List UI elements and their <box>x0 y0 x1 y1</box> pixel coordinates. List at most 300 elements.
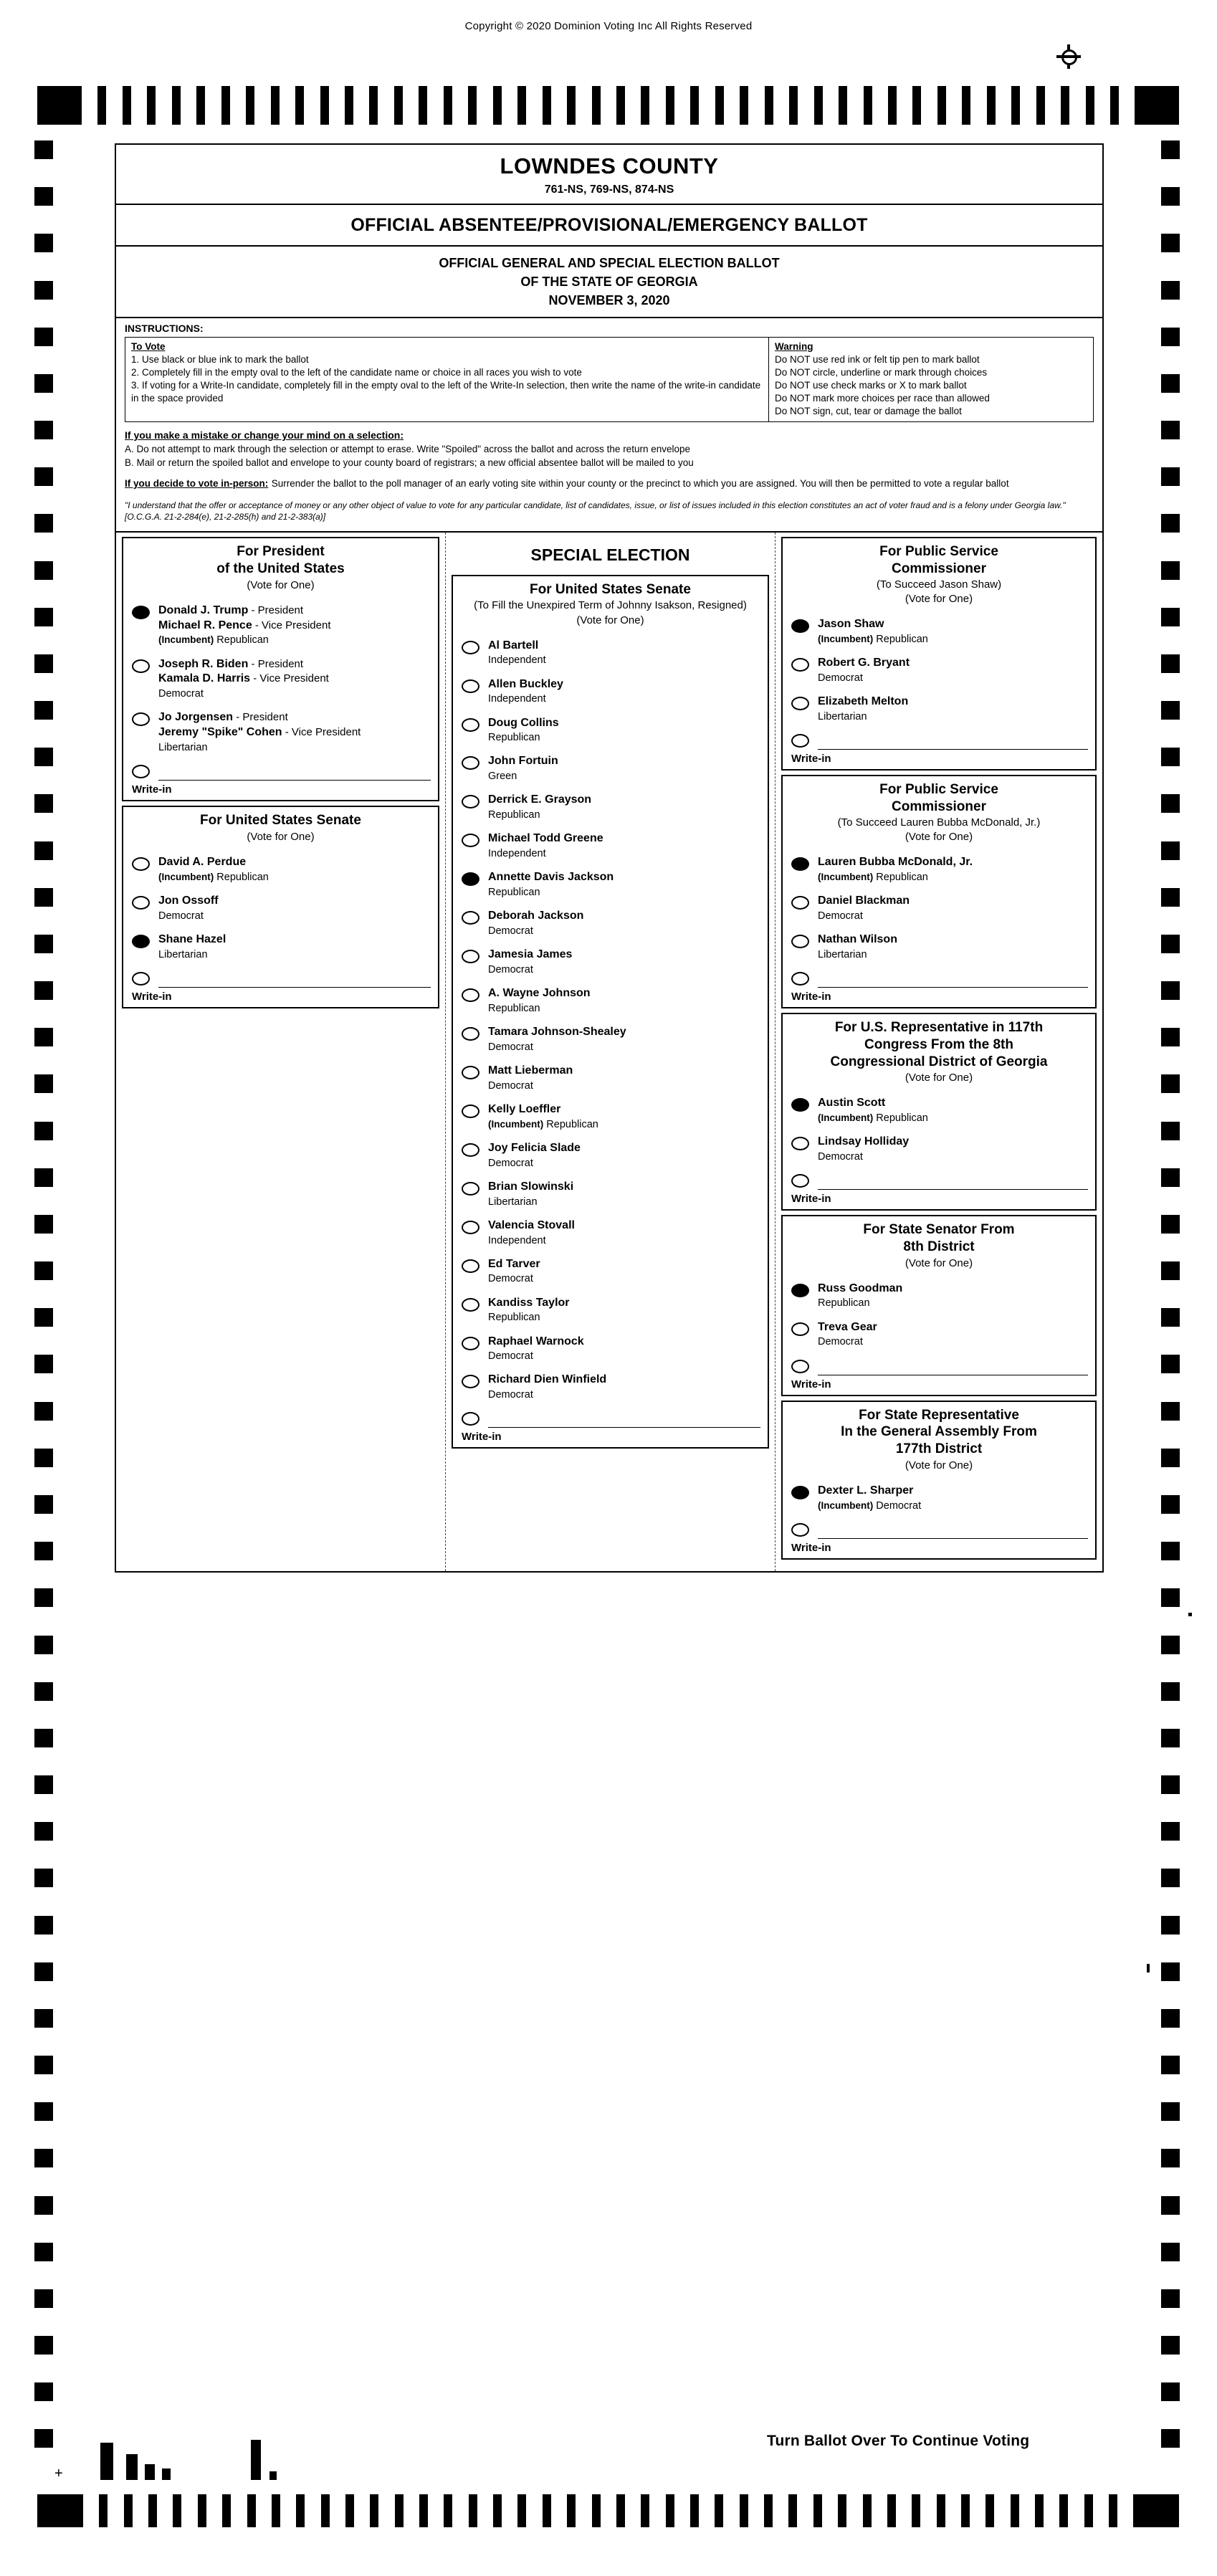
candidate-choice[interactable] <box>453 1330 768 1369</box>
candidate-text <box>488 909 583 938</box>
ballot-column-middle <box>446 533 775 1570</box>
candidate-text <box>488 1102 598 1132</box>
candidate-party: Green <box>488 771 517 783</box>
write-in-label-wrap <box>783 988 1095 1006</box>
election-title <box>116 247 1102 318</box>
candidate-party: Democrat <box>488 925 533 937</box>
mistake-block <box>125 429 1094 470</box>
candidate-party: Democrat <box>488 963 533 975</box>
vote-oval[interactable] <box>462 834 479 847</box>
vote-oval[interactable] <box>791 1322 809 1336</box>
in-person-text: Surrender the ballot to the poll manager of an early voting site within your county or the precinct to which you are assigned. You will then be permitted to vote a regular ballot <box>271 478 1009 490</box>
write-in-input[interactable] <box>158 763 431 781</box>
candidate-name: Annette Davis Jackson <box>488 871 614 884</box>
vote-oval[interactable] <box>462 988 479 1002</box>
vote-oval[interactable] <box>791 935 809 948</box>
candidate-text <box>488 1064 573 1093</box>
warning-item: Do NOT mark more choices per race than allowed <box>774 392 990 404</box>
candidate-choice[interactable] <box>453 1098 768 1137</box>
candidate-text <box>158 604 331 648</box>
vote-oval[interactable] <box>132 896 150 910</box>
candidate-party: Democrat <box>158 688 204 700</box>
ballot-column-right <box>775 533 1102 1570</box>
write-in-input[interactable] <box>818 1358 1088 1375</box>
write-in-label-wrap <box>123 988 438 1006</box>
candidate-text <box>488 754 558 783</box>
alignment-plus-mark: + <box>54 2466 63 2481</box>
vote-oval[interactable] <box>791 1360 809 1373</box>
candidate-name: Jason Shaw <box>818 618 884 631</box>
vote-oval[interactable] <box>462 1375 479 1388</box>
running-mate-office: - Vice President <box>250 672 329 685</box>
candidate-party: Independent <box>488 848 546 860</box>
candidate-name: Jo Jorgensen <box>158 711 234 724</box>
write-in-choice[interactable] <box>123 760 438 781</box>
contest-subtitle: (To Succeed Jason Shaw) <box>876 578 1002 591</box>
candidate-name: Robert G. Bryant <box>818 657 910 669</box>
write-in-label-wrap <box>453 1428 768 1446</box>
candidate-party: Democrat <box>488 1041 533 1053</box>
candidate-choice[interactable] <box>453 712 768 750</box>
contest-header <box>453 576 768 631</box>
vote-oval[interactable] <box>462 1143 479 1157</box>
candidate-text <box>158 932 226 962</box>
candidate-text <box>488 1218 575 1248</box>
candidate-party: (Incumbent) Republican <box>818 872 928 883</box>
contest-title: For Public Service Commissioner <box>879 544 998 577</box>
candidate-name: Raphael Warnock <box>488 1335 584 1347</box>
fraud-affirmation: "I understand that the offer or acceptance of money or any other object of value to vote for any particular candidate, list of candidates, issue, or list of issues included in this election constitutes an act of voter fraud and is a felony under Georgia law." [O.C.G.A. 21-2-284(e), 21-2-285(h) and 21-2-383(a)] <box>125 500 1066 523</box>
write-in-label-wrap <box>123 781 438 798</box>
candidate-party: (Incumbent) Republican <box>488 1118 598 1130</box>
vote-oval[interactable] <box>462 1027 479 1041</box>
candidate-name: Joy Felicia Slade <box>488 1141 581 1154</box>
vote-oval[interactable] <box>462 1182 479 1196</box>
candidate-choice[interactable] <box>783 889 1095 928</box>
vote-oval[interactable] <box>791 734 809 748</box>
candidate-name: Donald J. Trump <box>158 604 249 616</box>
vote-oval[interactable] <box>791 658 809 672</box>
candidate-choice[interactable] <box>453 905 768 943</box>
candidate-text <box>488 639 546 668</box>
candidate-party: Democrat <box>158 910 204 922</box>
candidate-choice[interactable] <box>783 851 1095 889</box>
candidate-choice[interactable] <box>453 788 768 827</box>
warning-item: Do NOT sign, cut, tear or damage the ballot <box>774 405 962 416</box>
running-mate-name: Kamala D. Harris <box>158 672 251 685</box>
write-in-input[interactable] <box>818 1172 1088 1190</box>
contest-header <box>123 538 438 596</box>
write-in-choice[interactable] <box>123 967 438 988</box>
candidate-party: Democrat <box>488 1389 533 1401</box>
candidate-text <box>818 656 910 685</box>
candidate-text <box>488 1180 573 1209</box>
candidate-text <box>488 1373 606 1402</box>
write-in-label: Write-in <box>132 990 172 1003</box>
candidate-text <box>488 948 572 977</box>
vote-oval[interactable] <box>462 911 479 925</box>
candidate-text <box>488 1141 581 1170</box>
candidate-choice[interactable] <box>453 1253 768 1292</box>
contest-header <box>783 1402 1095 1477</box>
candidate-text <box>158 710 361 755</box>
write-in-input[interactable] <box>488 1410 760 1428</box>
candidate-choice[interactable] <box>783 1316 1095 1355</box>
ballot-column-left <box>116 533 446 1570</box>
vote-oval[interactable] <box>791 1523 809 1537</box>
candidate-name: Allen Buckley <box>488 677 563 690</box>
write-in-choice[interactable] <box>783 729 1095 750</box>
contest-title: For United States Senate <box>200 813 361 829</box>
candidate-text <box>158 855 269 884</box>
candidate-text <box>158 657 329 702</box>
candidate-choice[interactable] <box>453 1292 768 1330</box>
choice-list <box>783 848 1095 1007</box>
county-header <box>116 145 1102 205</box>
running-mate-office: - Vice President <box>282 726 361 739</box>
candidate-text <box>818 695 908 724</box>
vote-oval[interactable] <box>462 679 479 693</box>
ballot-frame <box>115 143 1104 1573</box>
write-in-input[interactable] <box>158 970 431 988</box>
candidate-party: (Incumbent) Republican <box>818 1112 928 1125</box>
stray-mark <box>1188 1613 1192 1616</box>
vote-oval[interactable] <box>791 1174 809 1188</box>
candidate-party: Libertarian <box>818 711 867 723</box>
write-in-choice[interactable] <box>783 1169 1095 1190</box>
candidate-choice[interactable] <box>453 982 768 1021</box>
contest <box>122 806 439 1008</box>
vote-oval[interactable] <box>462 1105 479 1118</box>
candidate-name: Russ Goodman <box>818 1282 903 1294</box>
candidate-name: Al Bartell <box>488 639 539 652</box>
candidate-text <box>488 793 591 822</box>
candidate-choice[interactable] <box>453 1175 768 1214</box>
candidate-party: Democrat <box>488 1350 533 1363</box>
to-vote-item: 3. If voting for a Write-In candidate, completely fill in the empty oval to the left of the Write-In selection, then write the name of the write-in candidate in the space provided <box>131 379 761 404</box>
vote-oval[interactable] <box>791 619 809 633</box>
vote-oval[interactable] <box>132 659 150 673</box>
candidate-party: Democrat <box>818 1336 863 1348</box>
candidate-name: A. Wayne Johnson <box>488 987 591 1000</box>
vote-oval[interactable] <box>132 606 150 619</box>
vote-oval[interactable] <box>462 1412 479 1426</box>
candidate-name: Valencia Stovall <box>488 1218 575 1231</box>
vote-oval[interactable] <box>791 1284 809 1297</box>
contest-subtitle: (To Succeed Lauren Bubba McDonald, Jr.) <box>837 816 1041 829</box>
running-mate-name: Jeremy "Spike" Cohen <box>158 726 282 739</box>
candidate-party: Republican <box>488 1002 540 1014</box>
candidate-choice[interactable] <box>123 599 438 653</box>
contest-subtitle: (To Fill the Unexpired Term of Johnny Isakson, Resigned) <box>474 599 747 612</box>
write-in-label: Write-in <box>791 1193 831 1206</box>
candidate-choice[interactable] <box>453 1059 768 1098</box>
candidate-party: Libertarian <box>488 1196 538 1208</box>
candidate-text <box>818 1484 921 1513</box>
vote-for-instruction: (Vote for One) <box>247 830 315 843</box>
write-in-label-wrap <box>783 1190 1095 1208</box>
vote-oval[interactable] <box>132 765 150 778</box>
candidate-choice[interactable] <box>783 652 1095 690</box>
candidate-text <box>488 677 563 707</box>
timing-marks-right <box>1161 140 1180 2448</box>
candidate-name: Joseph R. Biden <box>158 657 249 670</box>
candidate-text <box>818 894 910 923</box>
contest-header <box>783 776 1095 848</box>
stray-mark <box>1147 1964 1150 1972</box>
contest <box>781 537 1097 771</box>
vote-for-instruction: (Vote for One) <box>905 1072 973 1084</box>
candidate-choice[interactable] <box>783 1130 1095 1169</box>
contest-title: For Public Service Commissioner <box>879 782 998 814</box>
vote-oval[interactable] <box>791 896 809 910</box>
candidate-name: David A. Perdue <box>158 855 247 868</box>
write-in-input[interactable] <box>818 732 1088 750</box>
candidate-office: - President <box>248 604 304 616</box>
mistake-item-b: B. Mail or return the spoiled ballot and envelope to your county board of registrars; a new official absentee ballot will be mailed to you <box>125 457 694 469</box>
candidate-party: Independent <box>488 1234 546 1246</box>
candidate-party: Libertarian <box>818 948 867 960</box>
write-in-label-wrap <box>783 1539 1095 1557</box>
write-in-label-wrap <box>783 1375 1095 1393</box>
vote-oval[interactable] <box>462 1221 479 1234</box>
candidate-party: Republican <box>488 732 540 744</box>
mistake-heading: If you make a mistake or change your mind on a selection: <box>125 429 404 442</box>
candidate-choice[interactable] <box>453 943 768 982</box>
write-in-label: Write-in <box>462 1431 502 1444</box>
timing-marks-top <box>37 86 1180 125</box>
candidate-name: Matt Lieberman <box>488 1064 573 1077</box>
vote-oval[interactable] <box>462 795 479 808</box>
candidate-party: Independent <box>488 654 546 667</box>
warning-item: Do NOT use red ink or felt tip pen to mark ballot <box>774 354 980 366</box>
candidate-party: (Incumbent) Republican <box>818 634 928 646</box>
candidate-text <box>488 1025 626 1054</box>
candidate-name: Jamesia James <box>488 948 573 961</box>
turn-over-notice: Turn Ballot Over To Continue Voting <box>767 2433 1030 2449</box>
candidate-choice[interactable] <box>453 866 768 905</box>
candidate-name: Ed Tarver <box>488 1257 540 1270</box>
write-in-choice[interactable] <box>453 1407 768 1428</box>
contest-header <box>783 1216 1095 1274</box>
contest <box>781 1215 1097 1396</box>
vote-oval[interactable] <box>132 857 150 871</box>
contest-title: For State Senator From 8th District <box>863 1222 1015 1254</box>
candidate-name: Shane Hazel <box>158 932 226 945</box>
candidate-party: Democrat <box>488 1079 533 1092</box>
precinct-codes: 761-NS, 769-NS, 874-NS <box>544 183 674 196</box>
choice-list <box>783 1477 1095 1558</box>
vote-oval[interactable] <box>462 756 479 770</box>
timing-marks-left <box>34 140 53 2448</box>
vote-oval[interactable] <box>791 1098 809 1112</box>
in-person-block <box>125 477 1094 491</box>
vote-oval[interactable] <box>462 1066 479 1079</box>
candidate-party: Libertarian <box>158 948 208 960</box>
write-in-label-wrap <box>783 750 1095 768</box>
candidate-choice[interactable] <box>783 690 1095 729</box>
candidate-choice[interactable] <box>123 928 438 967</box>
candidate-text <box>818 617 928 647</box>
candidate-text <box>488 870 614 900</box>
candidate-choice[interactable] <box>783 1277 1095 1316</box>
candidate-name: Austin Scott <box>818 1097 886 1110</box>
candidate-name: Michael Todd Greene <box>488 832 603 845</box>
candidate-name: Kandiss Taylor <box>488 1296 570 1309</box>
choice-list <box>453 631 768 1448</box>
candidate-party: Libertarian <box>158 741 208 753</box>
candidate-choice[interactable] <box>453 1368 768 1407</box>
candidate-name: Tamara Johnson-Shealey <box>488 1026 626 1039</box>
vote-oval[interactable] <box>462 1298 479 1312</box>
warning-title: Warning <box>774 341 813 353</box>
candidate-party: Democrat <box>818 672 863 684</box>
candidate-choice[interactable] <box>783 613 1095 652</box>
vote-oval[interactable] <box>791 1486 809 1499</box>
candidate-party: (Incumbent) Republican <box>158 871 269 883</box>
candidate-choice[interactable] <box>453 750 768 788</box>
contest-title: For United States Senate <box>530 582 691 598</box>
election-title-line2: OF THE STATE OF GEORGIA <box>520 275 698 290</box>
write-in-label: Write-in <box>791 991 831 1003</box>
write-in-label: Write-in <box>791 753 831 765</box>
candidate-name: Daniel Blackman <box>818 895 910 907</box>
candidate-text <box>488 831 603 861</box>
vote-oval[interactable] <box>462 641 479 654</box>
candidate-text <box>818 1320 877 1350</box>
write-in-choice[interactable] <box>783 1355 1095 1375</box>
contest <box>122 537 439 801</box>
candidate-text <box>488 1296 570 1325</box>
registration-mark-icon <box>1056 44 1081 69</box>
candidate-choice[interactable] <box>453 1214 768 1253</box>
candidate-name: Doug Collins <box>488 716 559 729</box>
candidate-choice[interactable] <box>783 928 1095 967</box>
candidate-choice[interactable] <box>453 634 768 673</box>
vote-oval[interactable] <box>791 972 809 986</box>
warning-item: Do NOT use check marks or X to mark ballot <box>774 379 967 391</box>
to-vote-item: 2. Completely fill in the empty oval to the left of the candidate name or choice in all races you wish to vote <box>131 367 582 378</box>
contest-header <box>783 1014 1095 1089</box>
vote-for-instruction: (Vote for One) <box>905 593 973 606</box>
vote-for-instruction: (Vote for One) <box>905 1459 973 1471</box>
running-mate-office: - Vice President <box>252 619 331 631</box>
candidate-choice[interactable] <box>453 1137 768 1175</box>
candidate-choice[interactable] <box>123 706 438 760</box>
instructions-section <box>116 318 1102 533</box>
instructions-to-vote <box>125 338 769 421</box>
candidate-party: Democrat <box>818 1151 863 1163</box>
vote-oval[interactable] <box>462 1337 479 1350</box>
instructions-heading: INSTRUCTIONS: <box>125 323 204 335</box>
candidate-choice[interactable] <box>453 827 768 866</box>
candidate-name: Deborah Jackson <box>488 910 584 922</box>
vote-oval[interactable] <box>132 935 150 948</box>
timing-marks-lower <box>100 2440 401 2480</box>
write-in-choice[interactable] <box>783 1518 1095 1539</box>
candidate-choice[interactable] <box>783 1479 1095 1518</box>
contest <box>781 1401 1097 1560</box>
write-in-label: Write-in <box>791 1378 831 1390</box>
contest <box>781 1013 1097 1211</box>
election-title-line1: OFFICIAL GENERAL AND SPECIAL ELECTION BALLOT <box>439 256 780 270</box>
candidate-party: Republican <box>488 1312 540 1324</box>
candidate-name: Nathan Wilson <box>818 933 897 946</box>
special-election-heading: SPECIAL ELECTION <box>530 545 690 565</box>
candidate-choice[interactable] <box>123 889 438 928</box>
vote-oval[interactable] <box>462 718 479 732</box>
warning-item: Do NOT circle, underline or mark through choices <box>774 367 988 378</box>
candidate-name: Dexter L. Sharper <box>818 1484 914 1497</box>
election-date: NOVEMBER 3, 2020 <box>548 293 670 308</box>
candidate-choice[interactable] <box>123 653 438 707</box>
candidate-party: Republican <box>488 887 540 899</box>
candidate-text <box>818 932 897 962</box>
vote-oval[interactable] <box>791 857 809 871</box>
vote-oval[interactable] <box>462 872 479 886</box>
candidate-choice[interactable] <box>453 673 768 712</box>
candidate-text <box>488 986 591 1016</box>
choice-list <box>783 1274 1095 1395</box>
candidate-party: Democrat <box>488 1273 533 1285</box>
candidate-text <box>818 1096 928 1125</box>
county-name: LOWNDES COUNTY <box>500 153 719 178</box>
write-in-choice[interactable] <box>783 967 1095 988</box>
vote-oval[interactable] <box>462 950 479 963</box>
vote-oval[interactable] <box>132 972 150 986</box>
mistake-item-a: A. Do not attempt to mark through the selection or attempt to erase. Write "Spoiled" across the ballot and across the return envelope <box>125 444 691 455</box>
contest-title: For State Representative In the General Assembly From 177th District <box>841 1407 1037 1457</box>
ballot-columns <box>116 533 1102 1570</box>
vote-oval[interactable] <box>791 697 809 710</box>
candidate-text <box>488 716 559 745</box>
vote-for-instruction: (Vote for One) <box>576 614 644 626</box>
write-in-input[interactable] <box>818 970 1088 988</box>
to-vote-title: To Vote <box>131 341 166 353</box>
candidate-choice[interactable] <box>453 1021 768 1059</box>
vote-oval[interactable] <box>462 1259 479 1273</box>
vote-oval[interactable] <box>132 712 150 726</box>
candidate-choice[interactable] <box>123 851 438 889</box>
candidate-name: Lauren Bubba McDonald, Jr. <box>818 856 973 869</box>
choice-list <box>123 596 438 800</box>
candidate-office: - President <box>233 711 288 724</box>
copyright-notice: Copyright © 2020 Dominion Voting Inc All Rights Reserved <box>464 20 753 32</box>
candidate-name: Jon Ossoff <box>158 894 219 907</box>
write-in-label: Write-in <box>132 783 172 796</box>
candidate-party: Democrat <box>818 910 863 922</box>
candidate-name: Kelly Loeffler <box>488 1102 561 1115</box>
contest-header <box>783 538 1095 610</box>
vote-oval[interactable] <box>791 1137 809 1150</box>
choice-list <box>783 610 1095 769</box>
contest <box>781 775 1097 1008</box>
candidate-text <box>488 1335 584 1364</box>
candidate-name: John Fortuin <box>488 755 558 768</box>
vote-for-instruction: (Vote for One) <box>905 831 973 844</box>
candidate-party: (Incumbent) Democrat <box>818 1499 922 1512</box>
candidate-choice[interactable] <box>783 1092 1095 1130</box>
vote-for-instruction: (Vote for One) <box>247 578 315 591</box>
candidate-text <box>488 1257 540 1287</box>
write-in-label: Write-in <box>791 1541 831 1554</box>
candidate-name: Derrick E. Grayson <box>488 793 592 806</box>
write-in-input[interactable] <box>818 1521 1088 1539</box>
candidate-party: (Incumbent) Republican <box>158 634 269 647</box>
candidate-party: Republican <box>488 809 540 821</box>
candidate-party: Independent <box>488 693 546 705</box>
in-person-heading: If you decide to vote in-person: <box>125 478 269 490</box>
